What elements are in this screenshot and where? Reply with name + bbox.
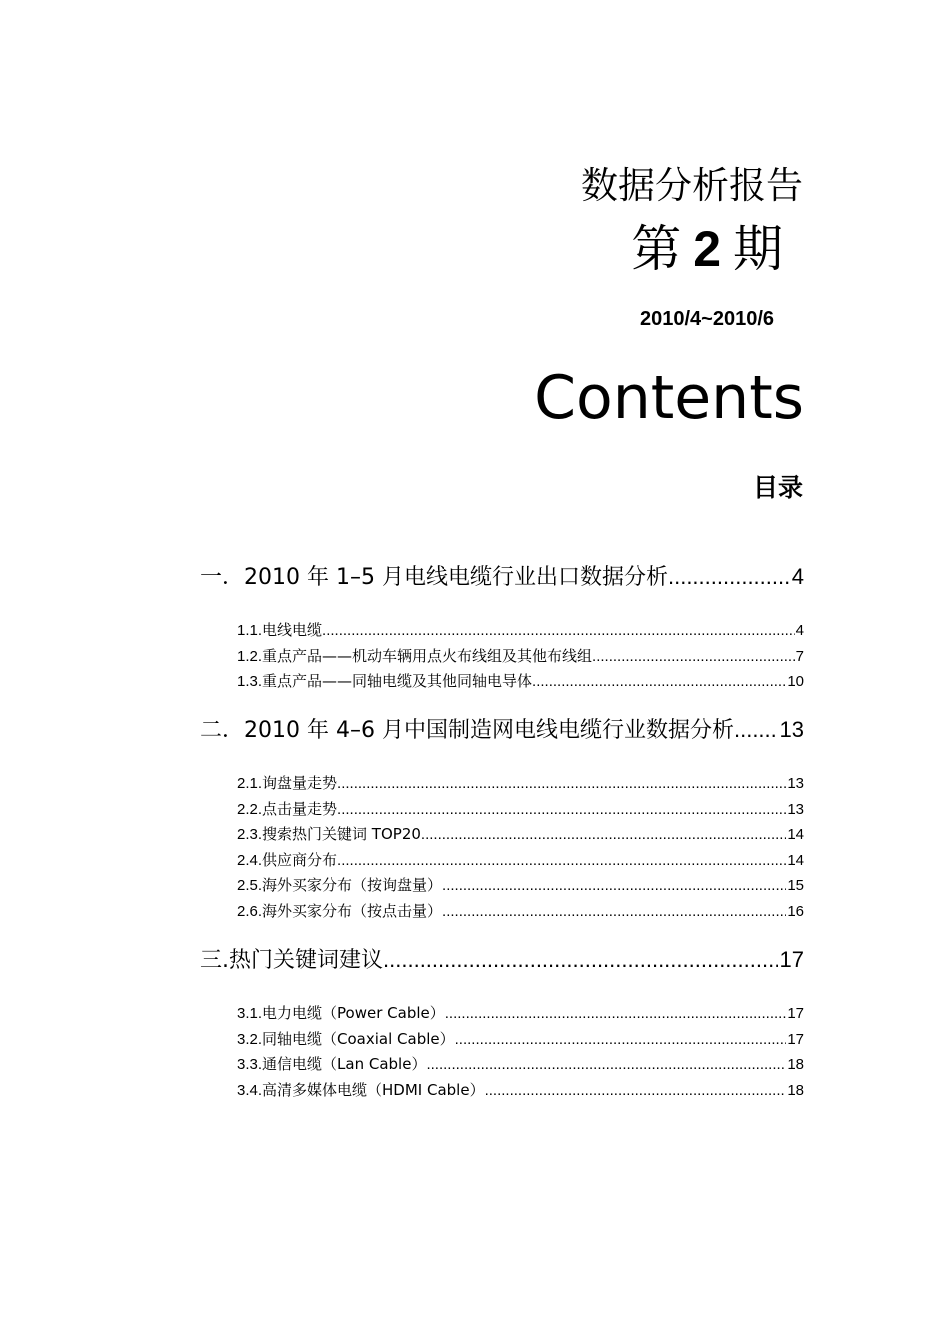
- toc-section-1[interactable]: [200, 560, 804, 594]
- toc-item-label: 询盘量走势: [262, 774, 338, 792]
- toc-item-number: 3.2.: [237, 1031, 263, 1048]
- issue-suffix: 期: [733, 220, 783, 278]
- toc-item-number: 2.5.: [237, 877, 263, 894]
- toc-item-label: 重点产品——同轴电缆及其他同轴电导体: [262, 672, 533, 690]
- toc-leader-dots: [592, 645, 795, 668]
- toc-leader-dots: [421, 823, 786, 846]
- toc-item-label: 海外买家分布（按点击量）: [262, 902, 443, 920]
- toc-page-number: 10: [787, 673, 804, 690]
- toc-item-label: 同轴电缆（Coaxial Cable）: [262, 1030, 455, 1048]
- toc-item-label: 电力电缆（Power Cable）: [262, 1004, 445, 1022]
- toc-item-3-1[interactable]: [237, 1001, 804, 1025]
- toc-page-number: 4: [795, 622, 804, 639]
- toc-item-number: 2.6.: [237, 903, 263, 920]
- toc-page-number: 17: [787, 1031, 804, 1048]
- toc-page-number: 14: [787, 826, 804, 843]
- contents-heading: Contents: [534, 363, 804, 433]
- toc-item-2-1[interactable]: [237, 771, 804, 795]
- toc-leader-dots: [445, 1002, 787, 1025]
- toc-leader-dots: [426, 1053, 786, 1076]
- toc-item-2-4[interactable]: [237, 848, 804, 872]
- toc-item-2-2[interactable]: [237, 797, 804, 821]
- toc-item-number: 1.1.: [237, 622, 263, 639]
- toc-item-label: 重点产品——机动车辆用点火布线组及其他布线组: [262, 647, 593, 665]
- toc-page-number: 14: [787, 852, 804, 869]
- toc-item-3-3[interactable]: [237, 1052, 804, 1076]
- toc-item-label: 供应商分布: [262, 851, 338, 869]
- toc-leader-dots: [668, 560, 790, 594]
- toc-item-label: 搜索热门关键词 TOP20: [262, 825, 421, 843]
- toc-item-2-6[interactable]: [237, 899, 804, 923]
- toc-page-number: 4: [791, 564, 804, 589]
- toc-leader-dots: [734, 713, 778, 747]
- toc-page-number: 17: [779, 947, 804, 972]
- toc-item-label: 通信电缆（Lan Cable）: [262, 1055, 427, 1073]
- toc-page-number: 17: [787, 1005, 804, 1022]
- issue-number: 2: [693, 221, 721, 277]
- toc-page-number: 13: [787, 775, 804, 792]
- toc-item-1-2[interactable]: [237, 644, 804, 668]
- toc-heading: 目录: [752, 473, 803, 502]
- toc-leader-dots: [322, 619, 795, 642]
- toc-item-number: 2.2.: [237, 801, 263, 818]
- toc-page-number: 7: [795, 648, 804, 665]
- toc-page-number: 16: [787, 903, 804, 920]
- toc-leader-dots: [442, 874, 786, 897]
- toc-section-number: 一．: [200, 565, 245, 590]
- toc-item-number: 1.3.: [237, 673, 263, 690]
- toc-item-number: 1.2.: [237, 648, 263, 665]
- toc-page-number: 15: [787, 877, 804, 894]
- toc-leader-dots: [442, 900, 786, 923]
- toc-section-label: 2010 年 4–6 月中国制造网电线电缆行业数据分析: [244, 718, 734, 743]
- toc-item-number: 2.1.: [237, 775, 263, 792]
- toc-item-label: 电线电缆: [262, 621, 323, 639]
- toc-item-1-1[interactable]: [237, 618, 804, 642]
- toc-item-number: 2.3.: [237, 826, 263, 843]
- toc-leader-dots: [383, 943, 778, 977]
- toc-item-label: 高清多媒体电缆（HDMI Cable）: [262, 1081, 485, 1099]
- toc-item-3-2[interactable]: [237, 1027, 804, 1051]
- toc-section-3[interactable]: [200, 943, 804, 977]
- toc-item-number: 3.4.: [237, 1082, 263, 1099]
- toc-item-1-3[interactable]: [237, 669, 804, 693]
- toc-section-label: 热门关键词建议: [229, 948, 384, 973]
- toc-page-number: 18: [787, 1082, 804, 1099]
- issue-line: [631, 218, 783, 280]
- toc-item-label: 海外买家分布（按询盘量）: [262, 876, 443, 894]
- report-title: 数据分析报告: [581, 164, 803, 207]
- toc-leader-dots: [485, 1079, 787, 1102]
- toc-item-2-5[interactable]: [237, 873, 804, 897]
- toc-page-number: 13: [787, 801, 804, 818]
- toc-item-label: 点击量走势: [262, 800, 338, 818]
- toc-section-2[interactable]: [200, 713, 804, 747]
- toc-item-2-3[interactable]: [237, 822, 804, 846]
- toc-leader-dots: [337, 798, 786, 821]
- toc-section-label: 2010 年 1–5 月电线电缆行业出口数据分析: [244, 565, 668, 590]
- toc-leader-dots: [532, 670, 786, 693]
- toc-leader-dots: [337, 772, 786, 795]
- date-range: 2010/4~2010/6: [639, 308, 774, 330]
- toc-item-number: 2.4.: [237, 852, 263, 869]
- toc-page-number: 18: [787, 1056, 804, 1073]
- issue-prefix: 第: [631, 220, 682, 278]
- toc-page-number: 13: [779, 717, 804, 742]
- toc-item-number: 3.1.: [237, 1005, 263, 1022]
- toc-leader-dots: [455, 1028, 787, 1051]
- toc-leader-dots: [337, 849, 786, 872]
- toc-section-number: 三.: [200, 948, 229, 973]
- toc-item-3-4[interactable]: [237, 1078, 804, 1102]
- toc-item-number: 3.3.: [237, 1056, 263, 1073]
- toc-section-number: 二．: [200, 718, 245, 743]
